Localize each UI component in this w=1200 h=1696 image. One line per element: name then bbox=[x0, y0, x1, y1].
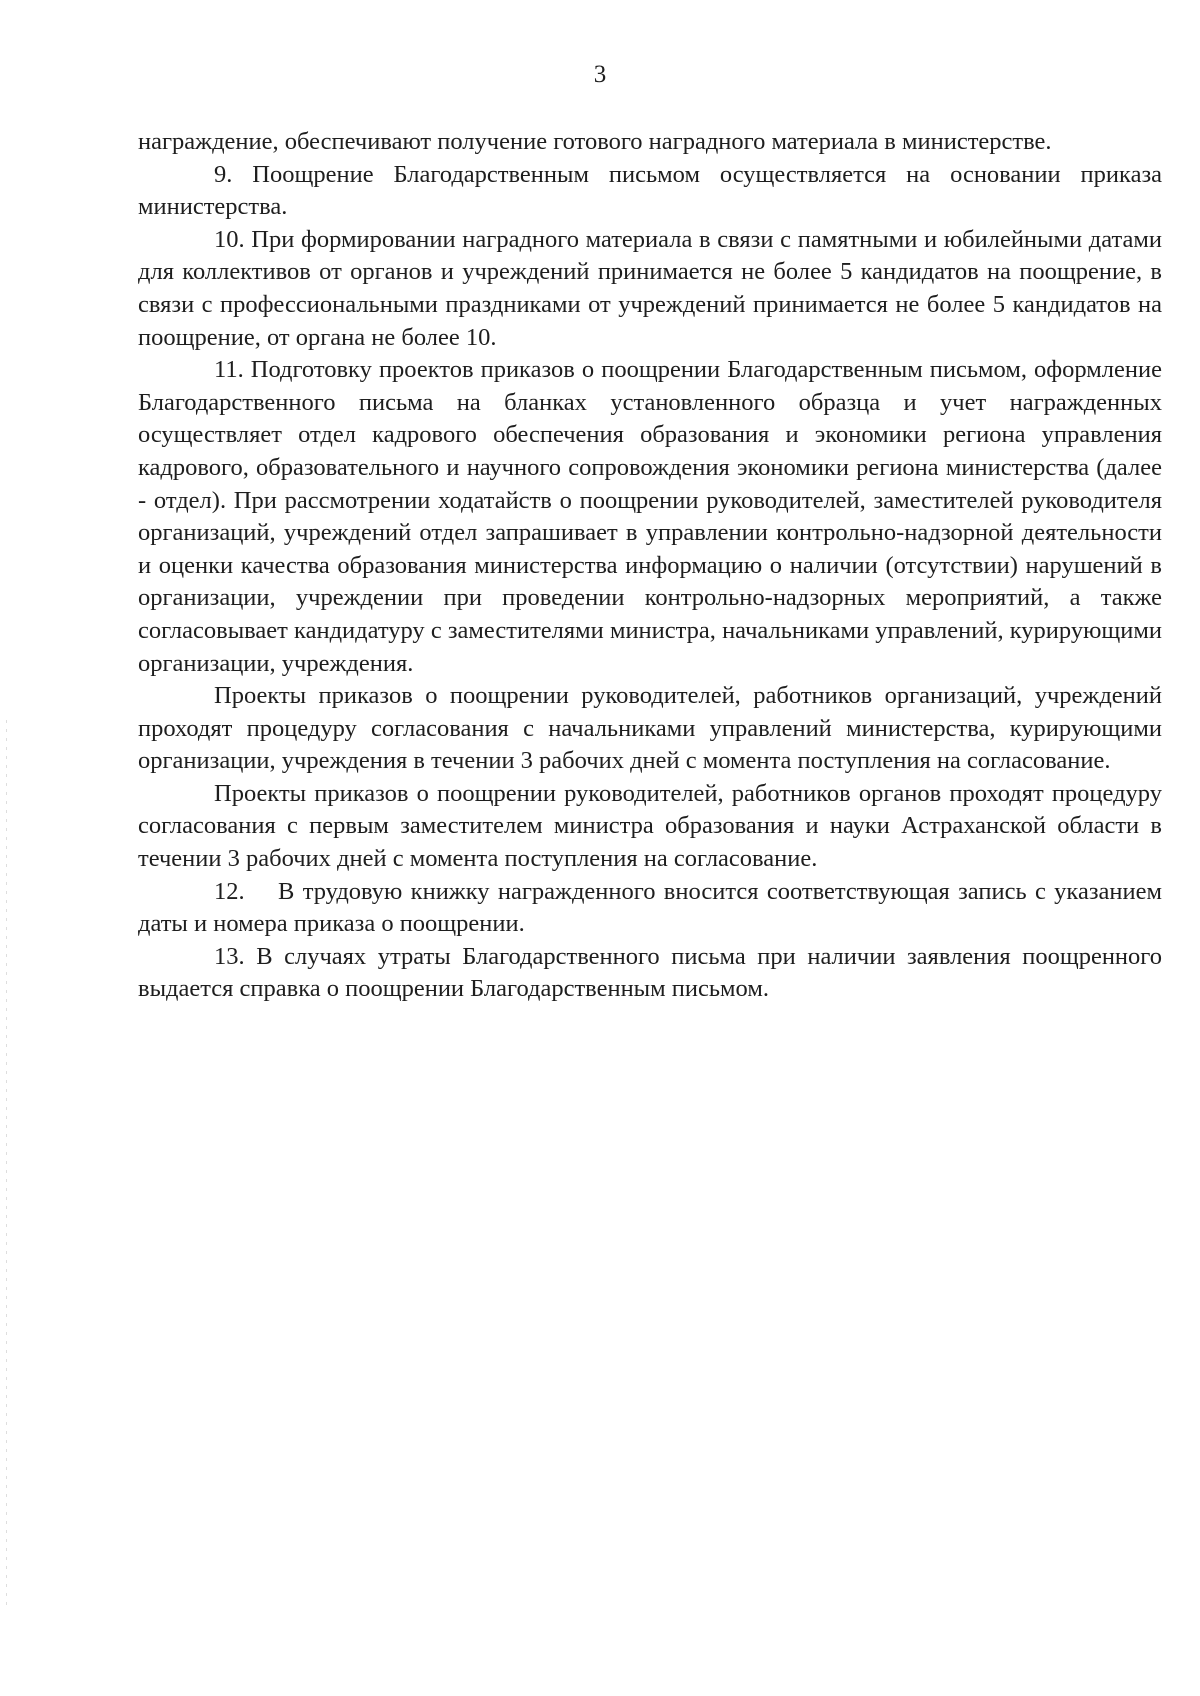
paragraph-bodies-approval: Проекты приказов о поощрении руководителей, работников органов проходят процедуру согласования с первым заместителем министра образования и науки Астраханской области в течении 3 рабочих дней с момента поступления на согласование. bbox=[138, 779, 1162, 873]
document-body bbox=[138, 126, 1169, 1006]
paragraph-item-13: 13. В случаях утраты Благодарственного письма при наличии заявления поощренного выдается справка о поощрении Благодарственным письмом. bbox=[138, 942, 1162, 1003]
paragraph-organizations-approval: Проекты приказов о поощрении руководителей, работников организаций, учреждений проходят процедуру согласования с начальниками управлений министерства, курирующими организации, учреждения в течении 3 рабочих дней с момента поступления на согласование. bbox=[138, 682, 1162, 775]
paragraph-item-11: 11. Подготовку проектов приказов о поощрении Благодарственным письмом, оформление Благодарственного письма на бланках установленного образца и учет награжденных осуществляет отдел кадрового обеспечения образования и экономики региона управления кадрового, образовательного и научного сопровождения экономики региона министерства (далее - отдел). При рассмотрении ходатайств о поощрении руководителей, заместителей руководителя организаций, учреждений отдел запрашивает в управлении контрольно-надзорной деятельности и оценки качества образования министерства информацию о наличии (отсутствии) нарушений в организации, учреждении при проведении контрольно-надзорных мероприятий, а также согласовывает кандидатуру с заместителями министра, начальниками управлений, курирующими организации, учреждения. bbox=[138, 356, 1162, 677]
paragraph-item-12: 12. В трудовую книжку награжденного вносится соответствующая запись с указанием даты и номера приказа о поощрении. bbox=[138, 877, 1169, 938]
paragraph-item-10: 10. При формировании наградного материала в связи с памятными и юбилейными датами для коллективов от органов и учреждений принимается не более 5 кандидатов на поощрение, в связи с профессиональными праздниками от учреждений принимается не более 5 кандидатов на поощрение, от органа не более 10. bbox=[138, 225, 1162, 351]
page-number: 3 bbox=[593, 61, 607, 88]
paragraph-continuation: награждение, обеспечивают получение готового наградного материала в министерстве. bbox=[138, 128, 1052, 155]
paragraph-item-9: 9. Поощрение Благодарственным письмом осуществляется на основании приказа министерства. bbox=[138, 160, 1162, 221]
scan-edge-artifact bbox=[6, 720, 7, 1610]
